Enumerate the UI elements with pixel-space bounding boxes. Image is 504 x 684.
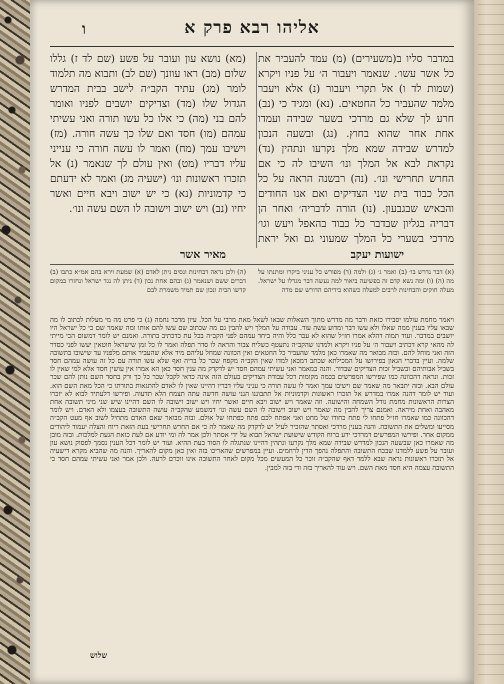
section-title-right: ישועות יעקב <box>350 248 404 261</box>
column-divider <box>256 52 257 248</box>
next-page-edge <box>474 0 504 684</box>
footer-catchword: שלוש <box>90 650 108 660</box>
section-title-left: מאיר אשר <box>180 248 226 261</box>
page-number: ו <box>82 20 86 38</box>
main-text-right-column: במדבר סליו ב(משעירים) (מ) עמד להעביר את כל אשר עשו׳. שנאמר ויעבור ה׳ על פניו ויקרא (שמות לד ו) אל תקרי ויעבור (נ) אלא ויעבר מלמד שהעביר כל החטאים. (נא) ומגיד כי (נב) חרע לך שלא גם מרדכי בשער שבידה ועמדו אחת אחר שהוא בחוץ. (נג) ובשעה הנכון למדרש שבידה שמא מלך נקרעו ונתהין (נד) נקראת לבא אל המלך ונו׳ השיבו לה כי אם החרש תחרישי ונו׳. (נה) רבשנה הראה על כל הכל כבוד בית שני הצדיקים ואם אנו החודים והבאיש שבגבעון. (נו) הורה לדבריה׳ ואחר הן דבריה בגליון שבדבר כל כבוד בהאפל ויעש וגו׳ מרדכי בשערי כל המלך שמעוני גם ואל יראת <box>258 53 454 245</box>
main-text-left-column: (מא) נושא עון ועובר על פשע (שם לד ז) גללו שלום (מב) ראו עוונך (שם לב) ותבוא מה תלמוד לומר (מג) עתיד הקב״ה לישב בבית המדרש הגדול שלו (מד) וצדיקים יושבים לפניו ואומר להם בני (מה) כי אלו כל עשו תורה ואני עשיתי עמהם (מו) חסד ואם שלו כך עשה חורה. (מז) וישיבו עמך (מח) ואמר לו עשה חורה כי ענייני עליו דבריו (מט) ואין עולם לך שנאמר (נ) אל תזכרו ראשונות ונו׳ (ישעיה מג) ואמר לא ידעתם כי קדמוניות (נא) כי יש ישוב ויבא חיים ואשר יחיו (נב) ויש ישוב וישובה לו השם עשה ונו׳. <box>50 53 246 215</box>
notes-left: (ה) ולכן נראה דבחינות ונסים ניתן לאדם (א) שמעת וירא בהם אמ״א כתבו (ב) דברים ששם ושנאמר (ג) ובהם אחת נכון (ד) ניתן לה נגד ישראל ונחזרו במקום קדשו הבית ונכון שם תמיד משמרת לבם <box>50 268 246 294</box>
book-page <box>30 0 474 684</box>
main-text-block <box>50 52 454 248</box>
book-marbled-edge <box>0 0 30 684</box>
page-header-title: אליהו רבא פרק א <box>184 18 320 38</box>
section-rule <box>50 264 454 265</box>
commentary-block: ויאמר מחמת עולמו יסבירו כזאת ודבר מה מדרש מתוך השאלות שבאו לשאל מאת מרבי על הכל. עיון מדבר נחמה (ג) כי פרט מה מי מעלות לכתוב לו מה שבאו עליו בענין ממה שאלו ולא עשו דבר ומדוע עשה עוד. עבודה על המלך ויש להבין גם מה שכתוב שם עשו להם אותו ומה שאמר שם כי כל ישראל היו יושבים במדבר. ועוד תמוה דהלא אמרו חז״ל שהוא לא עבר כלל והיה ביחד עמהם לפני הקב״ה בכל עת כדכתיב בתורה. ואמנם יש לומר דמשום הכי מייתי לה מהאי קרא דכתיב ויעבור ה׳ על פניו ויקרא ולמדנו שהקב״ה נתעטף כשליח צבור והראה לו סדר תפלה ואמר לו כל זמן שישראל חוטאין יעשו לפני כסדר הזה ואני מוחל להם. ובזה מבואר מה שאמרו כאן מלמד שהעביר כל החטאים ואין הכוונה שמחל עליהם מיד אלא שהעביר אותם מלפניו עד שישובו בתשובה שלמה. ועיין בדברי הגאון בפירושו על המכילתא שכתב דמכאן למדו שאין הקב״ה מקפח שכר כל בריה ואף שלא עשו תורה עם כל זה עושה עמהם חסד בשביל אבותיהם ובשביל זכות הצדיקים שבדור. והנה במאמר ואני עשיתי עמהם חסד יש לדקדק מה ענין חסד כאן הא אמרו אין עושין חסד אלא למי שאין לו זכות. ונראה דהכוונה כמו שפירשו המפרשים בכמה מקומות דכל עבודת הצדיקים בעולם הזה אינה כדאי לקבל שכר כל כך ורק בחסד השם נותן להם שכר עולם הבא. ובזה יתבאר מה שאמר שם וישיבו עמך ואמר לו עשה תורה כי עניני עליו דבריו דהיינו שאין לו לאדם להתגאות בתורתו כי הכל מאת השם הוא. ועוד יש לומר דהנה אמרו במדרש אל תזכרו ראשונות וקדמוניות אל תתבוננו הנני עושה חדשה עתה תצמח הלא תדעוה. ופירשו דלעתיד לבוא לא יזכרו הצרות הראשונות מחמת גודל השמחה והישועה. וזה שאמר ויש ישוב ויבא חיים ואשר יחיו ויש ישוב וישובה לו השם דהיינו שיש שני מיני תשובה אחת מאהבה ואחת מיראה. ואמנם צריך להבין מה שאמר ויש ישוב וישובה לו השם עשה ונו׳ דמשמע שהקב״ה עושה התשובה בעצמו ולא האדם. ויש לומר דהכוונה כמו שאמרו חז״ל פתחו לי פתח כחודו של מחט ואני אפתח לכם פתח כפתחו של אולם. ובזה מבואר שאם האדם מתחיל לשוב אף מעט הקב״ה מסייעו ומשלים את התשובה. והנה בענין מרדכי ואסתר שהזכיר לעיל יש לדקדק מה שאמר לה כי אם החרש תחרישי בעת הזאת ריוח והצלה יעמוד ליהודים ממקום אחר. ופירשו המפרשים דמרדכי ידע ברוח הקודש שישועת ישראל תבוא על ידי אסתר ולכן אמר לה ומי יודע אם לעת כזאת הגעת למלכות. ובזה מובן מה שאמרו כאן שבשעה הנכון למדרש שבידה שמא מלך נקרעו ונתהין דהיינו שנתגלה לו הסוד בעת ההיא. ועוד יש לומר דכל הענין נסמך לפסוק נושא עון ועובר על פשע ללמדנו שבכח התשובה והתפלה נהפך הדין לרחמים. ועיין במפרשים שהאריכו בזה ואין כאן מקום להאריך. והנה מה שהביא מקרא דישעיה אל תזכרו ראשונות נראה שבא ללמד דאף שהקב״ה זוכר כל המעשים מכל מקום לאחר התשובה אינו זוכרם לרעה. ולכן אמר ואני עשיתי עמהם חסד כי התשובה עצמה היא חסד מאת השם. ויש עוד להאריך בזה ודי בזה למבין. <box>50 316 454 472</box>
header-rule <box>50 46 454 47</box>
notes-right: (א) דבר נדרש בו׳ (ב) ואמר ג׳ (ג) ולמה (ד) מפורש כל עניני ביקרו ומתנתו על מה (ה) (ו) ומה נשא קדם זה בפשיעה ביאור למה נעשה דבר מגדלו על ישראל. מעלה חוקים והבחינות לרבים למעלה כשהוא בידיהם הדורש שם מדה <box>258 268 454 294</box>
